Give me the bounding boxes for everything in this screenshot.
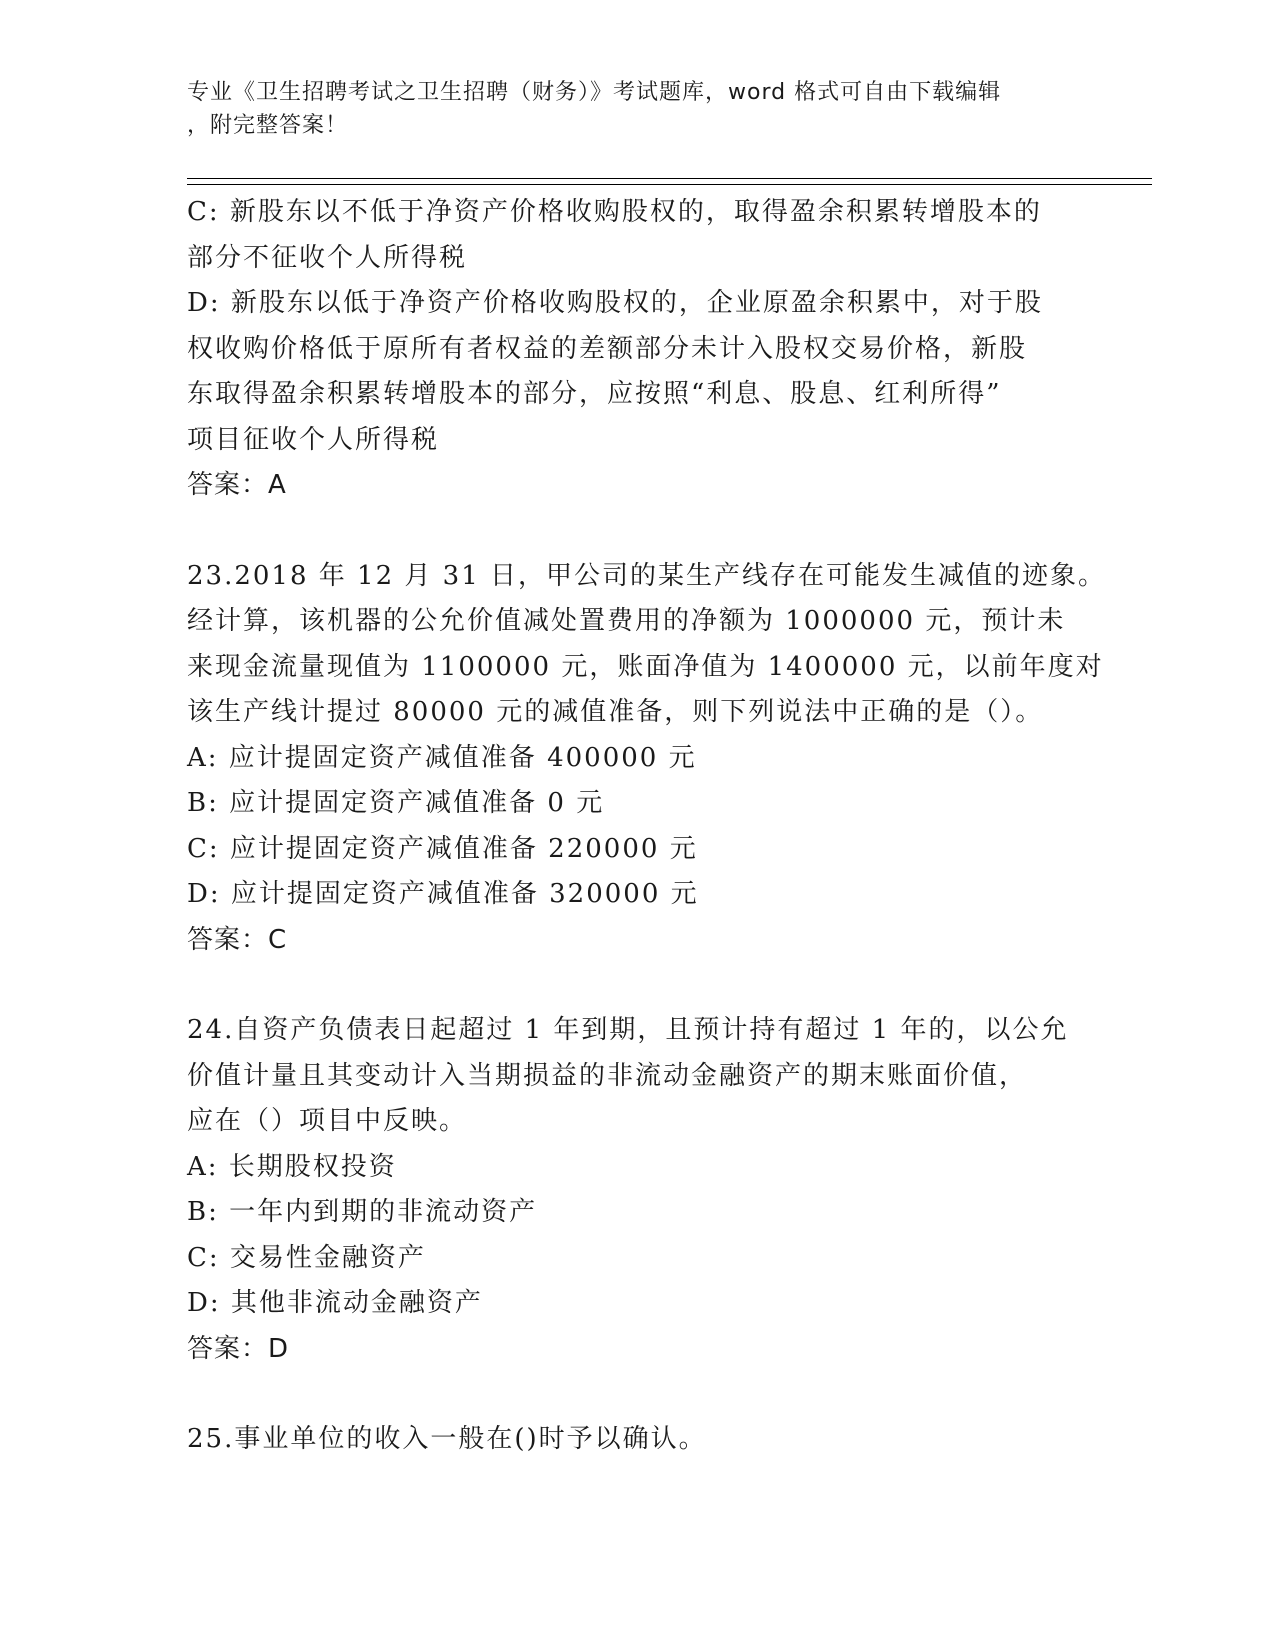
question-24-stem-line-3: 应在（）项目中反映。 [187, 1106, 468, 1136]
document-body [187, 190, 1107, 1463]
question-24-option-d: D: 其他非流动金融资产 [187, 1288, 483, 1318]
header-line-2: ，附完整答案！ [187, 113, 349, 138]
header-line-1: 专业《卫生招聘考试之卫生招聘（财务）》考试题库，word 格式可自由下载编辑 [187, 80, 1002, 105]
option-c-line-2: 部分不征收个人所得税 [187, 242, 468, 273]
answer-23: 答案：C [187, 924, 288, 955]
question-24-option-a: A: 长期股权投资 [187, 1151, 397, 1182]
answer-24: 答案：D [187, 1333, 290, 1364]
header-divider-bottom [187, 184, 1152, 185]
option-d-line-4: 项目征收个人所得税 [187, 424, 440, 455]
question-22-tail [187, 190, 1087, 509]
question-23-stem-line-2: 经计算，该机器的公允价值减处置费用的净额为 1000000 元，预计未 [187, 606, 1066, 636]
question-23-option-a: A: 应计提固定资产减值准备 400000 元 [187, 742, 697, 773]
question-25 [187, 1417, 1087, 1463]
question-23-stem-line-3: 来现金流量现值为 1100000 元，账面净值为 1400000 元，以前年度对 [187, 651, 1104, 682]
document-header [187, 76, 1087, 142]
question-24-stem-line-1: 24.自资产负债表日起超过 1 年到期，且预计持有超过 1 年的，以公允 [187, 1015, 1069, 1045]
option-c-line-1: C: 新股东以不低于净资产价格收购股权的，取得盈余积累转增股本的 [187, 197, 1042, 227]
question-23-stem-line-1: 23.2018 年 12 月 31 日，甲公司的某生产线存在可能发生减值的迹象。 [187, 560, 1107, 591]
header-divider-top [187, 178, 1152, 179]
question-24 [187, 1008, 1087, 1372]
question-23 [187, 554, 1107, 964]
question-23-option-d: D: 应计提固定资产减值准备 320000 元 [187, 879, 699, 909]
question-23-stem-line-4: 该生产线计提过 80000 元的减值准备，则下列说法中正确的是（）。 [187, 697, 1044, 727]
question-24-option-b: B: 一年内到期的非流动资产 [187, 1197, 538, 1227]
question-24-stem-line-2: 价值计量且其变动计入当期损益的非流动金融资产的期末账面价值， [187, 1060, 1028, 1091]
question-23-option-b: B: 应计提固定资产减值准备 0 元 [187, 788, 605, 818]
question-24-option-c: C: 交易性金融资产 [187, 1242, 426, 1273]
option-d-line-3: 东取得盈余积累转增股本的部分，应按照“利息、股息、红利所得” [187, 379, 1002, 409]
option-d-line-2: 权收购价格低于原所有者权益的差额部分未计入股权交易价格，新股 [187, 333, 1028, 364]
question-23-option-c: C: 应计提固定资产减值准备 220000 元 [187, 833, 698, 864]
question-25-stem-line-1: 25.事业单位的收入一般在()时予以确认。 [187, 1424, 707, 1454]
option-d-line-1: D: 新股东以低于净资产价格收购股权的，企业原盈余积累中，对于股 [187, 288, 1043, 318]
answer-22: 答案：A [187, 470, 287, 500]
